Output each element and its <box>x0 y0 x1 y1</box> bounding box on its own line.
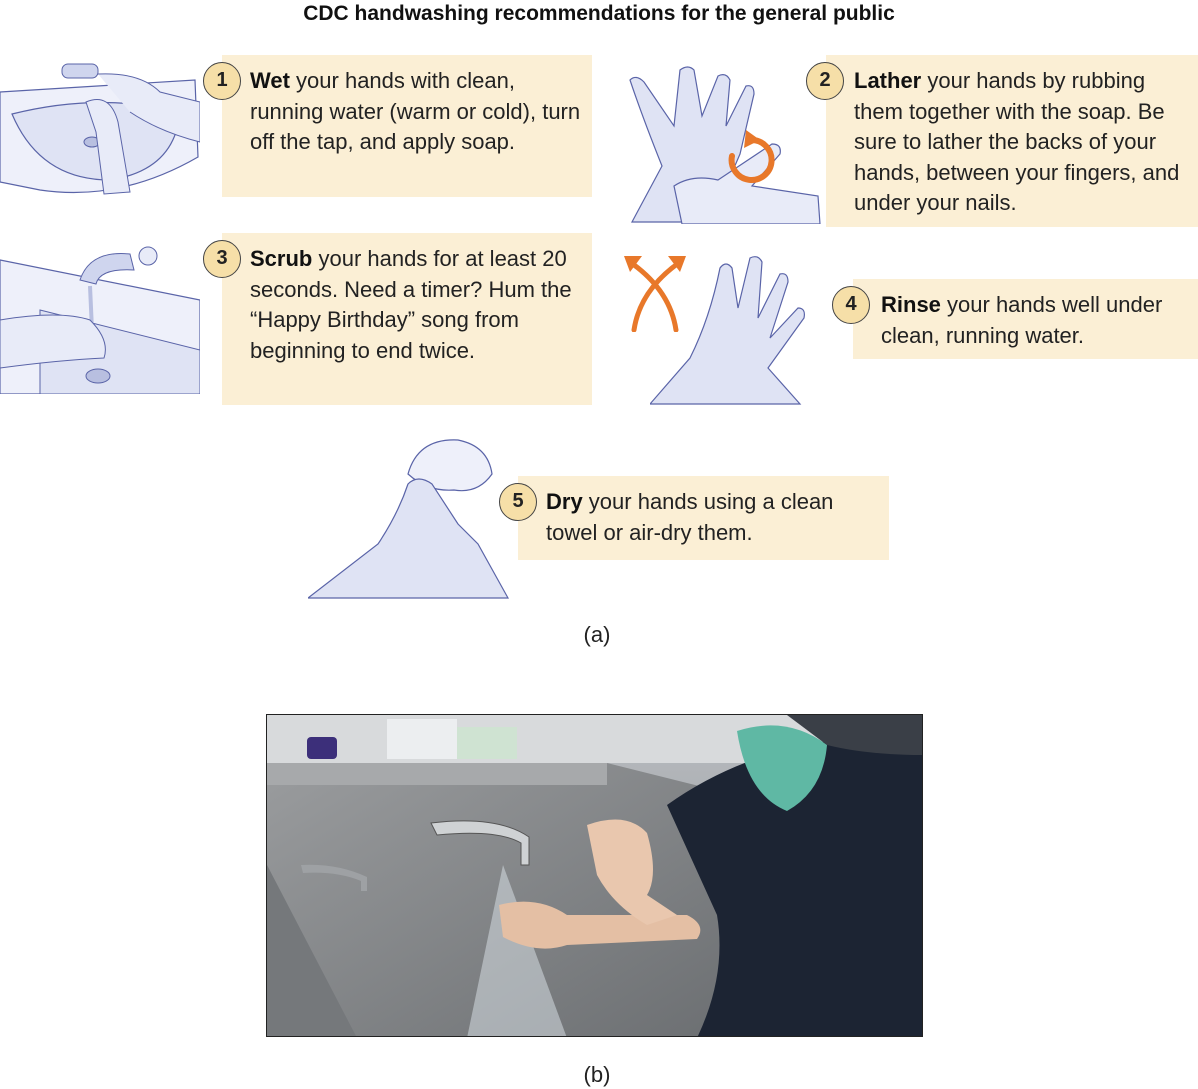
step-5-card <box>518 476 889 560</box>
step-4-keyword: Rinse <box>881 292 941 317</box>
caption-a: (a) <box>583 622 611 647</box>
step-5-keyword: Dry <box>546 489 583 514</box>
figure-title: CDC handwashing recommendations for the general public <box>303 2 895 25</box>
caption-b: (b) <box>583 1062 611 1087</box>
lather-hands-illustration <box>622 56 822 224</box>
step-2-card <box>826 55 1198 227</box>
sink-scrub-hands-illustration <box>0 240 200 394</box>
rinse-hands-illustration <box>650 248 810 406</box>
sink-wet-hands-illustration <box>0 52 200 198</box>
step-2-badge: 2 <box>806 62 844 100</box>
step-1-keyword: Wet <box>250 68 290 93</box>
step-5-badge: 5 <box>499 483 537 521</box>
surgical-scrub-photo <box>266 714 923 1037</box>
step-3-card <box>222 233 592 405</box>
dry-hands-towel-illustration <box>308 434 512 600</box>
step-5-text: your hands using a clean towel or air-dry them. <box>546 489 834 545</box>
step-2-keyword: Lather <box>854 68 922 93</box>
step-3-text: your hands for at least 20 seconds. Need a timer? Hum the “Happy Birthday” song from beginning to end twice. <box>250 246 572 363</box>
step-4-card <box>853 279 1198 359</box>
step-3-badge: 3 <box>203 240 241 278</box>
step-3-keyword: Scrub <box>250 246 313 271</box>
step-1-card <box>222 55 592 197</box>
step-1-text: your hands with clean, running water (warm or cold), turn off the tap, and apply soap. <box>250 68 581 154</box>
step-2-text: your hands by rubbing them together with the soap. Be sure to lather the backs of your hands, between your fingers, and under your nails. <box>854 68 1180 215</box>
step-4-text: your hands well under clean, running water. <box>881 292 1163 348</box>
step-4-badge: 4 <box>832 286 870 324</box>
step-1-badge: 1 <box>203 62 241 100</box>
